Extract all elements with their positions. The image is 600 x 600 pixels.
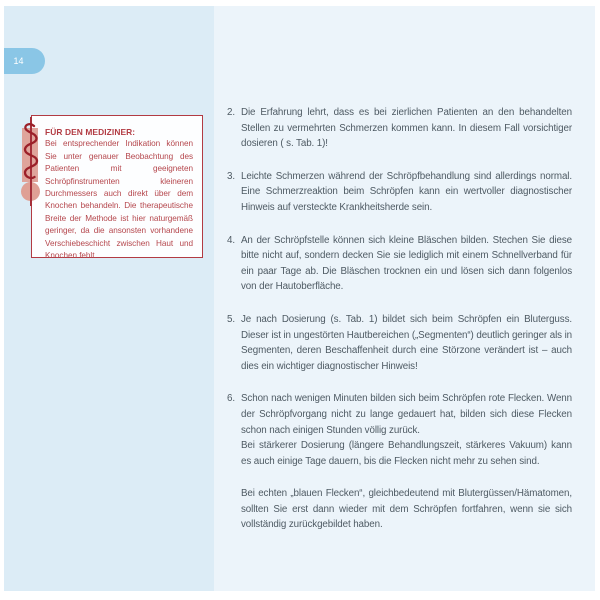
list-item-text <box>241 391 572 469</box>
list-item-text: Je nach Dosierung (s. Tab. 1) bildet sich beim Schröpfen ein Bluterguss. Dieser ist in ungestörten Hautbereichen („Segmenten“) deutlich geringer als in Segmenten, deren Beschaffenheit durch eine Störzone verändert ist – auch dies ein wichtiger diagnostischer Hinweis! <box>241 313 572 372</box>
list-item <box>227 233 572 295</box>
physician-note-heading: FÜR DEN MEDIZINER: <box>45 127 136 137</box>
list-item-number: 5. <box>227 313 235 325</box>
physician-note-box <box>31 115 203 261</box>
list-item-paragraph: Bei stärkerer Dosierung (längere Behandlungszeit, stärkeres Vakuum) kann es auch einige Tage dauern, bis die Flecken nicht mehr zu sehen sind. <box>241 440 572 467</box>
asclepius-snake-icon <box>20 122 42 184</box>
list-item <box>227 312 572 374</box>
list-item-number: 2. <box>227 107 235 118</box>
list-item <box>227 105 572 152</box>
page-number: 14 <box>13 56 24 66</box>
closing-paragraph: Bei echten „blauen Flecken“, gleichbedeutend mit Blutergüssen/Hämatomen, sollten Sie erst dann wieder mit dem Schröpfen fortfahren, wenn sie sich vollständig zurückgebildet haben. <box>241 488 572 531</box>
list-item-number: 3. <box>227 170 235 182</box>
left-column-background <box>4 6 214 591</box>
list-item <box>227 391 572 469</box>
list-item-number: 6. <box>227 393 235 405</box>
list-item-text: Die Erfahrung lehrt, dass es bei zierlichen Patienten an den behandelten Stellen zu vermehrten Schmerzen kommen kann. In diesem Fall vorsichtiger dosieren ( s. Tab. 1)! <box>241 107 572 150</box>
list-item-paragraph: Schon nach wenigen Minuten bilden sich beim Schröpfen rote Flecken. Wenn der Schröpfvorgang nicht zu lange gedauert hat, bilden sich diese Flecken schon nach einigen Stunden völlig zurück. <box>241 393 572 436</box>
list-item-text: Leichte Schmerzen während der Schröpfbehandlung sind allerdings normal. Eine Schmerzreaktion beim Schröpfen kann ein wertvoller diagnostischer Hinweis auf versteckte Krankheitsherde sein. <box>241 170 572 213</box>
list-item <box>227 169 572 216</box>
physician-note-body: Bei entsprechender Indikation können Sie unter genauer Beobachtung des Patienten mit geeigneten Schröpfinstrumenten kleineren Durchmessers auch direkt über dem Knochen behandeln. Die therapeutische Breite der Methode ist hier naturgemäß geringer, da die ansonsten vorhandene Verschiebeschicht zwischen Haut und Knochen fehlt. <box>45 139 193 261</box>
list-item-text: An der Schröpfstelle können sich kleine Bläschen bilden. Stechen Sie diese bitte nicht auf, sondern decken Sie sie lediglich mit einem Schnellverband für ein paar Tage ab. Die Bläschen trocknen ein und lösen sich dann folgenlos von der Hautoberfläche. <box>241 234 572 293</box>
page-number-tab <box>4 48 45 74</box>
list-item-number: 4. <box>227 234 235 246</box>
main-text-column <box>227 105 572 533</box>
